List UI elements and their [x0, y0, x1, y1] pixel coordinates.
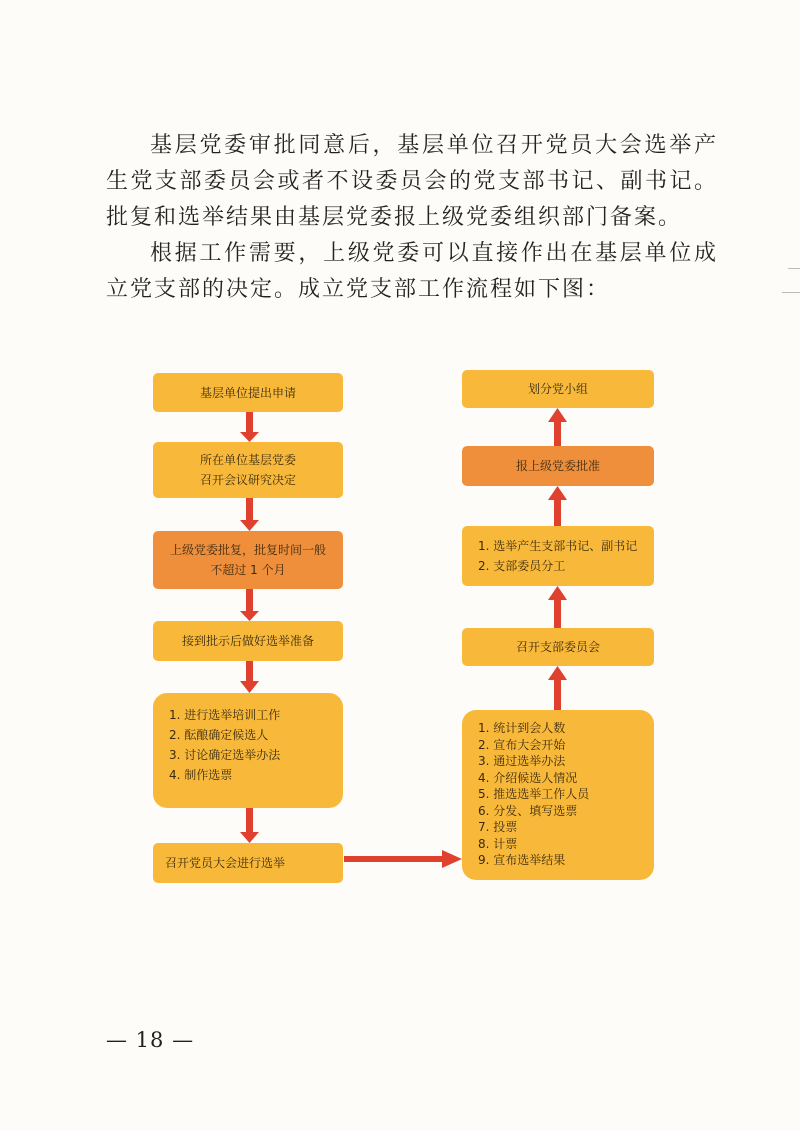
scan-edge-mark [782, 292, 800, 293]
step-line: 召开支部委员会 [515, 640, 600, 654]
arrow-up [548, 666, 567, 710]
arrow-down [240, 661, 259, 693]
step-branch-committee-meeting [462, 628, 654, 666]
step-line: 3. 讨论确定选举办法 [169, 748, 281, 762]
step-line: 8. 计票 [478, 836, 518, 851]
step-line: 9. 宣布选举结果 [478, 853, 566, 867]
step-assembly-procedure [462, 710, 654, 880]
page-number: — 18 — [106, 1028, 195, 1052]
step-line: 接到批示后做好选举准备 [181, 634, 314, 648]
step-line: 2. 支部委员分工 [478, 559, 566, 573]
arrow-down [240, 498, 259, 531]
step-prep-tasks [153, 693, 343, 808]
step-line: 1. 进行选举培训工作 [169, 708, 281, 722]
arrow-down [240, 589, 259, 621]
step-line: 7. 投票 [478, 820, 518, 834]
arrow-right [344, 850, 462, 868]
step-line: 召开党员大会进行选举 [165, 856, 286, 870]
body-paragraph: 根据工作需要，上级党委可以直接作出在基层单位成立党支部的决定。成立党支部工作流程如下图： [106, 241, 718, 302]
arrow-down [240, 808, 259, 843]
step-line: 上级党委批复，批复时间一般 [169, 543, 326, 557]
step-line: 划分党小组 [527, 382, 588, 396]
step-line: 3. 通过选举办法 [478, 754, 566, 768]
step-line: 6. 分发、填写选票 [478, 803, 578, 818]
step-elect-secretary [462, 526, 654, 586]
step-line: 4. 介绍候选人情况 [478, 770, 578, 785]
step-line: 1. 选举产生支部书记、副书记 [478, 539, 638, 553]
step-line: 1. 统计到会人数 [478, 721, 566, 735]
step-divide-groups [462, 370, 654, 408]
step-line: 2. 酝酿确定候选人 [169, 728, 269, 742]
step-apply [153, 373, 343, 412]
step-election-prep [153, 621, 343, 661]
step-report-approval [462, 446, 654, 486]
arrow-down [240, 412, 259, 442]
step-higher-approval [153, 531, 343, 589]
step-line: 2. 宣布大会开始 [478, 737, 566, 752]
step-line: 召开会议研究决定 [199, 473, 296, 487]
step-line: 所在单位基层党委 [199, 453, 296, 467]
step-line: 基层单位提出申请 [199, 385, 296, 400]
step-line: 报上级党委批准 [515, 459, 600, 473]
step-line: 5. 推选选举工作人员 [478, 787, 590, 801]
step-member-assembly [153, 843, 343, 883]
step-line: 不超过 1 个月 [210, 563, 286, 577]
arrow-up [548, 408, 567, 446]
arrow-up [548, 586, 567, 628]
scan-edge-mark [788, 268, 800, 269]
step-line: 4. 制作选票 [169, 768, 233, 782]
step-party-committee-decision [153, 442, 343, 498]
arrow-up [548, 486, 567, 526]
body-paragraph: 基层党委审批同意后，基层单位召开党员大会选举产生党支部委员会或者不设委员会的党支部书记、副书记。批复和选举结果由基层党委报上级党委组织部门备案。 [106, 133, 718, 230]
